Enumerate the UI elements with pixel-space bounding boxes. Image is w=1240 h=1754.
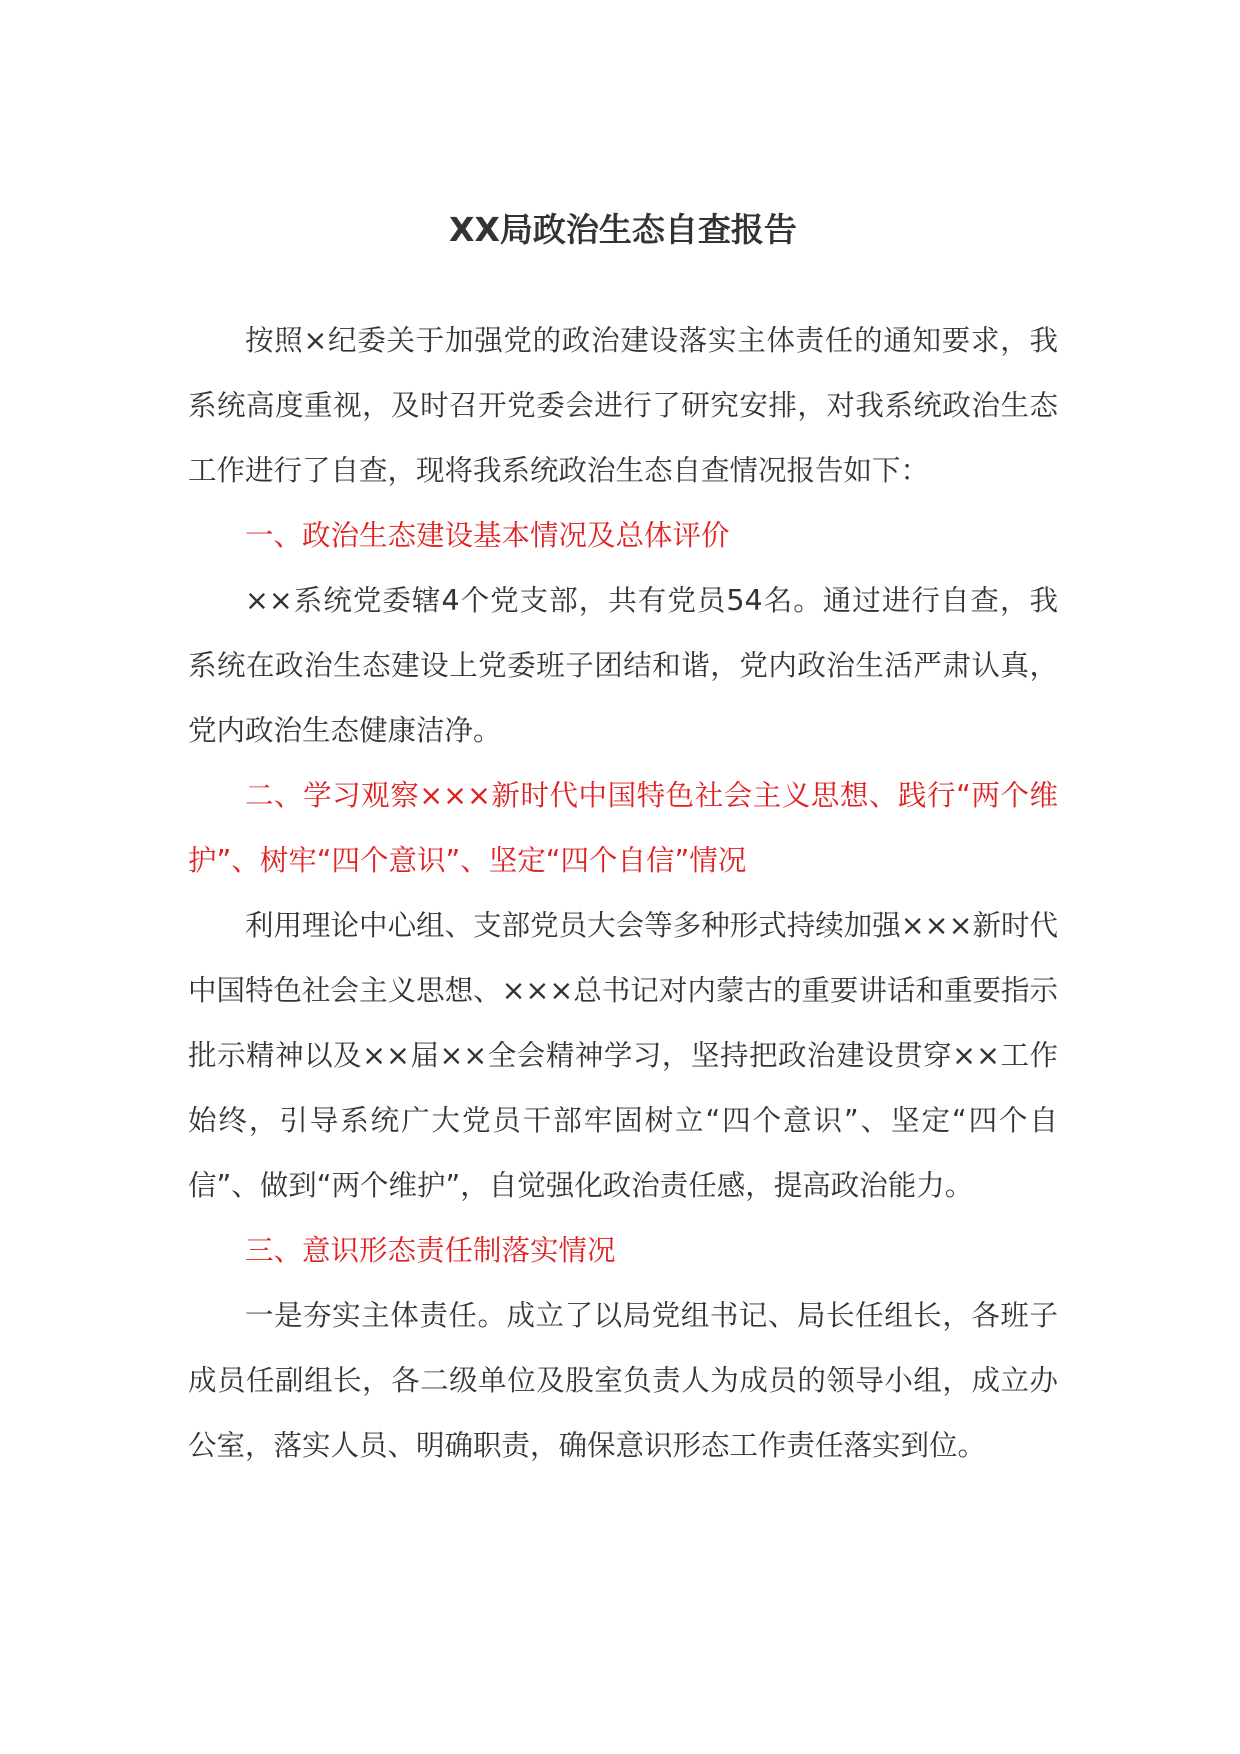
section-1-paragraph: ××系统党委辖4个党支部，共有党员54名。通过进行自查，我系统在政治生态建设上党委班子团结和谐，党内政治生活严肃认真，党内政治生态健康洁净。 [188,584,1058,747]
section-2-paragraph: 利用理论中心组、支部党员大会等多种形式持续加强×××新时代中国特色社会主义思想、×××总书记对内蒙古的重要讲话和重要指示批示精神以及××届××全会精神学习，坚持把政治建设贯穿××工作始终，引导系统广大党员干部牢固树立“四个意识”、坚定“四个自信”、做到“两个维护”，自觉强化政治责任感，提高政治能力。 [188,909,1058,1202]
document-page [188,200,1058,1478]
section-heading-1: 一、政治生态建设基本情况及总体评价 [245,519,730,552]
section-heading-3: 三、意识形态责任制落实情况 [245,1234,616,1267]
intro-paragraph: 按照×纪委关于加强党的政治建设落实主体责任的通知要求，我系统高度重视，及时召开党委会进行了研究安排，对我系统政治生态工作进行了自查，现将我系统政治生态自查情况报告如下： [188,324,1058,487]
section-heading-2: 二、学习观察×××新时代中国特色社会主义思想、践行“两个维护”、树牢“四个意识”、坚定“四个自信”情况 [188,779,1058,877]
document-title: XX局政治生态自查报告 [449,210,797,249]
section-3-paragraph: 一是夯实主体责任。成立了以局党组书记、局长任组长，各班子成员任副组长，各二级单位及股室负责人为成员的领导小组，成立办公室，落实人员、明确职责，确保意识形态工作责任落实到位。 [188,1299,1058,1462]
